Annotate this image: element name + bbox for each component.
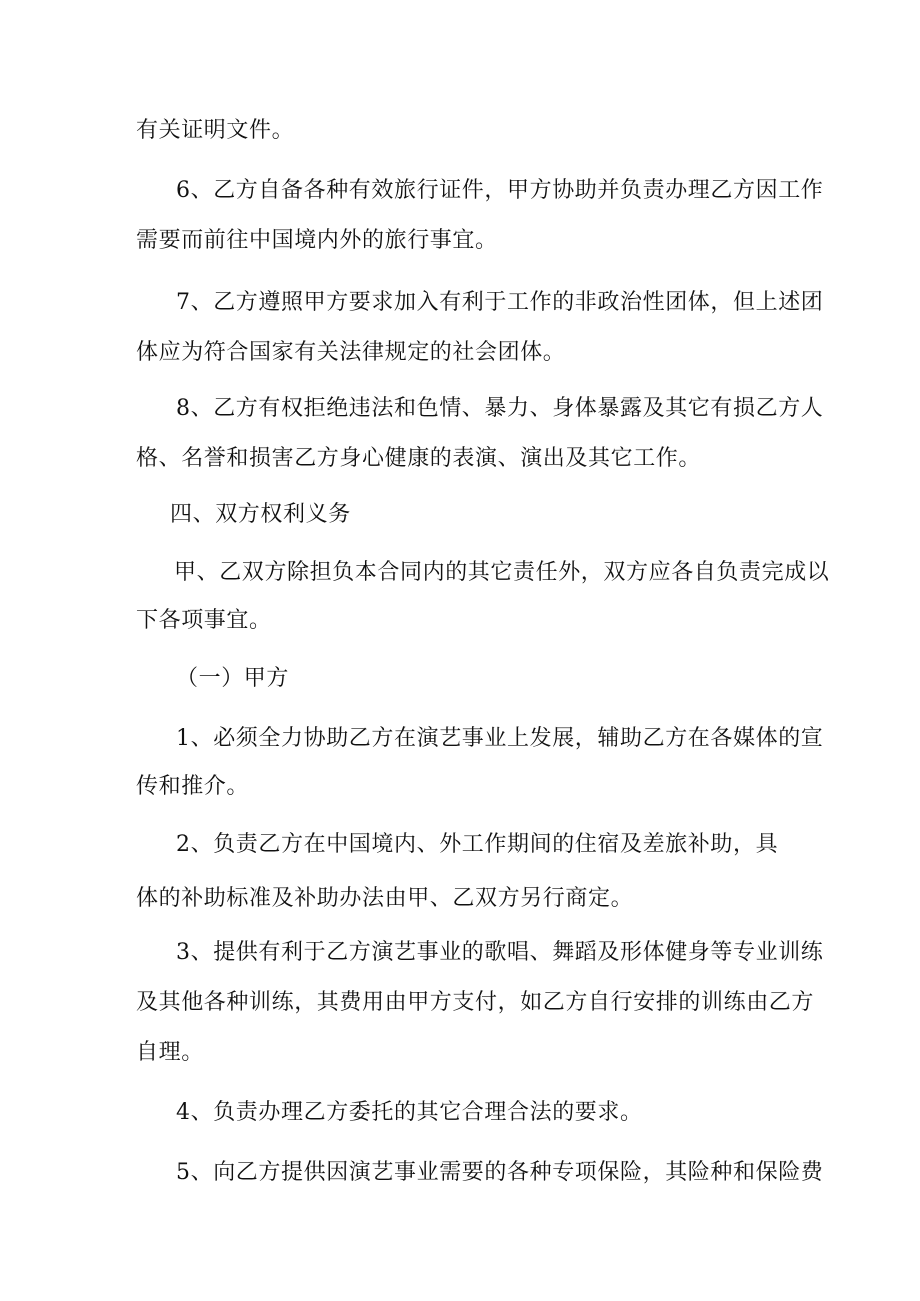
section-heading: 四、双方权利义务	[170, 502, 351, 527]
party-a-item-2-line-2: 体的补助标准及补助办法由甲、乙双方另行商定。	[136, 886, 634, 911]
party-a-item-3-line-3: 自理。	[136, 1040, 204, 1065]
clause-7-line-1: 7、乙方遵照甲方要求加入有利于工作的非政治性团体，但上述团	[176, 290, 824, 315]
intro-line-1: 甲、乙双方除担负本合同内的其它责任外，双方应各自负责完成以	[174, 560, 830, 585]
party-a-item-3-line-1: 3、提供有利于乙方演艺事业的歌唱、舞蹈及形体健身等专业训练	[176, 940, 824, 965]
party-a-item-2-line-1: 2、负责乙方在中国境内、外工作期间的住宿及差旅补助，具	[176, 832, 779, 857]
party-a-item-1-line-2: 传和推介。	[136, 774, 250, 799]
intro-line-2: 下各项事宜。	[136, 608, 272, 633]
party-a-item-1-line-1: 1、必须全力协助乙方在演艺事业上发展，辅助乙方在各媒体的宣	[176, 726, 824, 751]
party-a-item-5-line-1: 5、向乙方提供因演艺事业需要的各种专项保险，其险种和保险费	[176, 1160, 824, 1185]
clause-6-line-1: 6、乙方自备各种有效旅行证件，甲方协助并负责办理乙方因工作	[176, 178, 824, 203]
subsection-heading: （一）甲方	[176, 666, 290, 691]
clause-7-line-2: 体应为符合国家有关法律规定的社会团体。	[136, 340, 566, 365]
clause-6-line-2: 需要而前往中国境内外的旅行事宜。	[136, 228, 498, 253]
clause-8-line-1: 8、乙方有权拒绝违法和色情、暴力、身体暴露及其它有损乙方人	[176, 396, 824, 421]
party-a-item-3-line-2: 及其他各种训练，其费用由甲方支付，如乙方自行安排的训练由乙方	[136, 990, 815, 1015]
party-a-item-4-line-1: 4、负责办理乙方委托的其它合理合法的要求。	[176, 1100, 643, 1125]
text-line: 有关证明文件。	[136, 118, 295, 143]
clause-8-line-2: 格、名誉和损害乙方身心健康的表演、演出及其它工作。	[136, 446, 702, 471]
